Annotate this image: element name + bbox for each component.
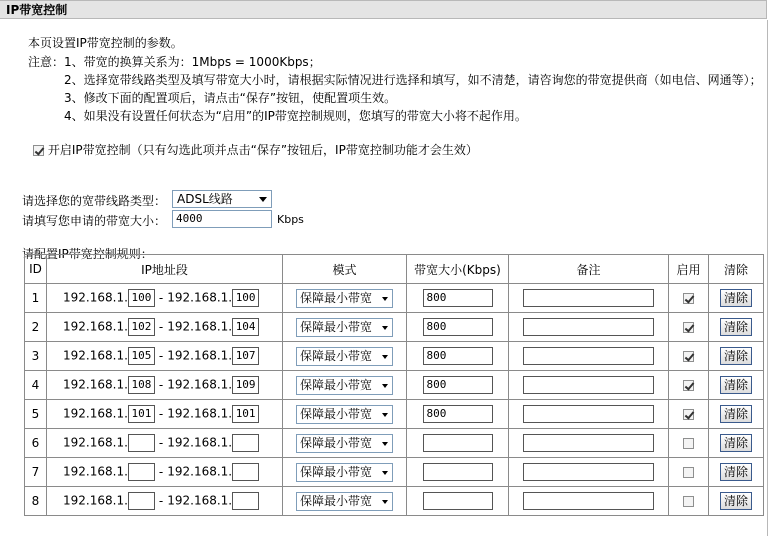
bandwidth-value-input[interactable]: [423, 492, 493, 510]
ip-prefix: 192.168.1.: [167, 435, 233, 450]
col-clear: 清除: [709, 255, 764, 284]
ip-range: [47, 342, 283, 371]
row-id: 8: [25, 487, 47, 516]
enable-cell: [669, 371, 709, 400]
mode-cell: [283, 342, 407, 371]
ip-end-input[interactable]: [232, 463, 259, 481]
clear-button[interactable]: 清除: [720, 492, 752, 510]
note-cell: [509, 342, 669, 371]
enable-cell: [669, 400, 709, 429]
mode-value: 保障最小带宽: [300, 406, 373, 421]
ip-start-input[interactable]: 101: [128, 405, 155, 423]
table-row: [25, 458, 764, 487]
note-3: 3、修改下面的配置项后，请点击“保存”按钮，使配置项生效。: [64, 91, 397, 105]
rule-enable-checkbox[interactable]: [683, 409, 694, 420]
ip-end-input[interactable]: 104: [232, 318, 259, 336]
enable-checkbox[interactable]: [33, 145, 44, 156]
table-row: [25, 342, 764, 371]
note-input[interactable]: [523, 289, 654, 307]
bandwidth-unit: Kbps: [277, 213, 304, 226]
note-input[interactable]: [523, 434, 654, 452]
mode-value: 保障最小带宽: [300, 464, 373, 479]
enable-bandwidth-control: [33, 141, 478, 158]
chevron-down-icon: [382, 384, 388, 388]
enable-label: 开启IP带宽控制（只有勾选此项并点击“保存”按钮后，IP带宽控制功能才会生效）: [47, 143, 478, 157]
note-input[interactable]: [523, 463, 654, 481]
mode-cell: [283, 458, 407, 487]
mode-cell: [283, 429, 407, 458]
table-row: [25, 371, 764, 400]
notes-label: 注意：: [28, 55, 65, 69]
ip-prefix: 192.168.1.: [167, 493, 233, 508]
ip-start-input[interactable]: 105: [128, 347, 155, 365]
enable-cell: [669, 458, 709, 487]
bandwidth-input[interactable]: 4000: [172, 210, 272, 228]
rule-enable-checkbox[interactable]: [683, 293, 694, 304]
enable-cell: [669, 342, 709, 371]
mode-select[interactable]: [296, 347, 393, 366]
bandwidth-cell: [407, 284, 509, 313]
ip-prefix: 192.168.1.: [167, 406, 233, 421]
ip-prefix: 192.168.1.: [63, 377, 128, 392]
mode-value: 保障最小带宽: [300, 319, 373, 334]
range-separator: -: [158, 493, 164, 508]
table-row: [25, 313, 764, 342]
rule-enable-checkbox[interactable]: [683, 467, 694, 478]
ip-range: [47, 284, 283, 313]
ip-end-input[interactable]: 100: [232, 289, 259, 307]
clear-cell: [709, 400, 764, 429]
enable-cell: [669, 313, 709, 342]
ip-prefix: 192.168.1.: [63, 435, 128, 450]
enable-cell: [669, 487, 709, 516]
bandwidth-label: 请填写您申请的带宽大小：: [22, 214, 167, 228]
rule-enable-checkbox[interactable]: [683, 438, 694, 449]
col-id: ID: [25, 255, 47, 284]
ip-prefix: 192.168.1.: [167, 319, 233, 334]
chevron-down-icon: [382, 355, 388, 359]
ip-prefix: 192.168.1.: [63, 290, 128, 305]
row-id: 4: [25, 371, 47, 400]
chevron-down-icon: [259, 197, 267, 202]
bandwidth-value-input[interactable]: [423, 434, 493, 452]
ip-start-input[interactable]: [128, 463, 155, 481]
mode-select[interactable]: [296, 463, 393, 482]
note-cell: [509, 429, 669, 458]
note-cell: [509, 458, 669, 487]
col-ip: IP地址段: [47, 255, 283, 284]
mode-cell: [283, 313, 407, 342]
clear-button[interactable]: 清除: [720, 463, 752, 481]
ip-prefix: 192.168.1.: [167, 464, 233, 479]
clear-button[interactable]: 清除: [720, 347, 752, 365]
mode-value: 保障最小带宽: [300, 377, 373, 392]
bandwidth-value-input[interactable]: 800: [423, 376, 493, 394]
mode-select[interactable]: [296, 405, 393, 424]
mode-cell: [283, 487, 407, 516]
bandwidth-cell: [407, 400, 509, 429]
ip-prefix: 192.168.1.: [63, 319, 128, 334]
page-description: 本页设置IP带宽控制的参数。: [28, 36, 183, 50]
range-separator: -: [158, 290, 164, 305]
row-id: 2: [25, 313, 47, 342]
row-id: 7: [25, 458, 47, 487]
chevron-down-icon: [382, 297, 388, 301]
clear-cell: [709, 487, 764, 516]
ip-start-input[interactable]: [128, 492, 155, 510]
ip-end-input[interactable]: [232, 434, 259, 452]
col-enable: 启用: [669, 255, 709, 284]
ip-start-input[interactable]: 100: [128, 289, 155, 307]
chevron-down-icon: [382, 500, 388, 504]
mode-cell: [283, 284, 407, 313]
table-row: [25, 400, 764, 429]
range-separator: -: [158, 464, 164, 479]
table-row: [25, 284, 764, 313]
range-separator: -: [158, 348, 164, 363]
range-separator: -: [158, 406, 164, 421]
line-type-value: ADSL线路: [177, 192, 233, 206]
ip-prefix: 192.168.1.: [63, 406, 128, 421]
enable-cell: [669, 284, 709, 313]
mode-select[interactable]: [296, 492, 393, 511]
ip-start-input[interactable]: 102: [128, 318, 155, 336]
mode-value: 保障最小带宽: [300, 435, 373, 450]
rules-label: 请配置IP带宽控制规则：: [22, 247, 153, 261]
ip-end-input[interactable]: 101: [232, 405, 259, 423]
note-input[interactable]: [523, 376, 654, 394]
bandwidth-cell: [407, 313, 509, 342]
ip-range: [47, 400, 283, 429]
clear-cell: [709, 429, 764, 458]
note-input[interactable]: [523, 347, 654, 365]
bandwidth-value-input[interactable]: [423, 463, 493, 481]
rule-enable-checkbox[interactable]: [683, 351, 694, 362]
note-1: 1、带宽的换算关系为：1Mbps = 1000Kbps；: [64, 55, 321, 69]
ip-range: [47, 371, 283, 400]
col-mode: 模式: [283, 255, 407, 284]
clear-cell: [709, 342, 764, 371]
rule-enable-checkbox[interactable]: [683, 496, 694, 507]
note-input[interactable]: [523, 405, 654, 423]
chevron-down-icon: [382, 413, 388, 417]
mode-cell: [283, 371, 407, 400]
ip-start-input[interactable]: 108: [128, 376, 155, 394]
mode-select[interactable]: [296, 434, 393, 453]
range-separator: -: [158, 377, 164, 392]
note-cell: [509, 371, 669, 400]
note-cell: [509, 284, 669, 313]
bandwidth-cell: [407, 458, 509, 487]
mode-value: 保障最小带宽: [300, 493, 373, 508]
chevron-down-icon: [382, 471, 388, 475]
ip-range: [47, 487, 283, 516]
note-2: 2、选择宽带线路类型及填写带宽大小时，请根据实际情况进行选择和填写，如不清楚，请咨询您的带宽提供商（如电信、网通等）；: [64, 73, 762, 87]
row-id: 5: [25, 400, 47, 429]
bandwidth-cell: [407, 371, 509, 400]
page-title: IP带宽控制: [0, 0, 767, 19]
rules-table: [24, 254, 764, 516]
mode-select[interactable]: [296, 318, 393, 337]
mode-cell: [283, 400, 407, 429]
ip-prefix: 192.168.1.: [63, 464, 128, 479]
bandwidth-cell: [407, 487, 509, 516]
row-id: 3: [25, 342, 47, 371]
note-cell: [509, 487, 669, 516]
note-cell: [509, 313, 669, 342]
ip-end-input[interactable]: 107: [232, 347, 259, 365]
table-row: [25, 487, 764, 516]
bandwidth-cell: [407, 429, 509, 458]
ip-range: [47, 458, 283, 487]
ip-range: [47, 429, 283, 458]
bandwidth-value-input[interactable]: 800: [423, 347, 493, 365]
ip-prefix: 192.168.1.: [167, 290, 233, 305]
note-input[interactable]: [523, 318, 654, 336]
clear-button[interactable]: 清除: [720, 376, 752, 394]
clear-cell: [709, 313, 764, 342]
mode-value: 保障最小带宽: [300, 348, 373, 363]
bandwidth-value-input[interactable]: 800: [423, 318, 493, 336]
clear-button[interactable]: 清除: [720, 434, 752, 452]
ip-prefix: 192.168.1.: [167, 348, 233, 363]
ip-start-input[interactable]: [128, 434, 155, 452]
col-note: 备注: [509, 255, 669, 284]
clear-cell: [709, 458, 764, 487]
note-4: 4、如果没有设置任何状态为“启用”的IP带宽控制规则，您填写的带宽大小将不起作用。: [64, 109, 527, 123]
rule-enable-checkbox[interactable]: [683, 380, 694, 391]
row-id: 6: [25, 429, 47, 458]
note-input[interactable]: [523, 492, 654, 510]
col-bandwidth: 带宽大小(Kbps): [407, 255, 509, 284]
line-type-label: 请选择您的宽带线路类型：: [22, 194, 167, 208]
ip-end-input[interactable]: 109: [232, 376, 259, 394]
range-separator: -: [158, 435, 164, 450]
range-separator: -: [158, 319, 164, 334]
enable-cell: [669, 429, 709, 458]
mode-select[interactable]: [296, 289, 393, 308]
bandwidth-value-input[interactable]: 800: [423, 405, 493, 423]
table-header-row: [25, 255, 764, 284]
note-cell: [509, 400, 669, 429]
clear-button[interactable]: 清除: [720, 318, 752, 336]
rule-enable-checkbox[interactable]: [683, 322, 694, 333]
ip-end-input[interactable]: [232, 492, 259, 510]
bandwidth-cell: [407, 342, 509, 371]
chevron-down-icon: [382, 442, 388, 446]
ip-prefix: 192.168.1.: [167, 377, 233, 392]
bandwidth-value-input[interactable]: 800: [423, 289, 493, 307]
clear-cell: [709, 284, 764, 313]
table-row: [25, 429, 764, 458]
mode-value: 保障最小带宽: [300, 290, 373, 305]
clear-button[interactable]: 清除: [720, 289, 752, 307]
mode-select[interactable]: [296, 376, 393, 395]
clear-button[interactable]: 清除: [720, 405, 752, 423]
ip-range: [47, 313, 283, 342]
chevron-down-icon: [382, 326, 388, 330]
ip-prefix: 192.168.1.: [63, 348, 128, 363]
line-type-select[interactable]: [172, 190, 272, 208]
clear-cell: [709, 371, 764, 400]
row-id: 1: [25, 284, 47, 313]
ip-prefix: 192.168.1.: [63, 493, 128, 508]
